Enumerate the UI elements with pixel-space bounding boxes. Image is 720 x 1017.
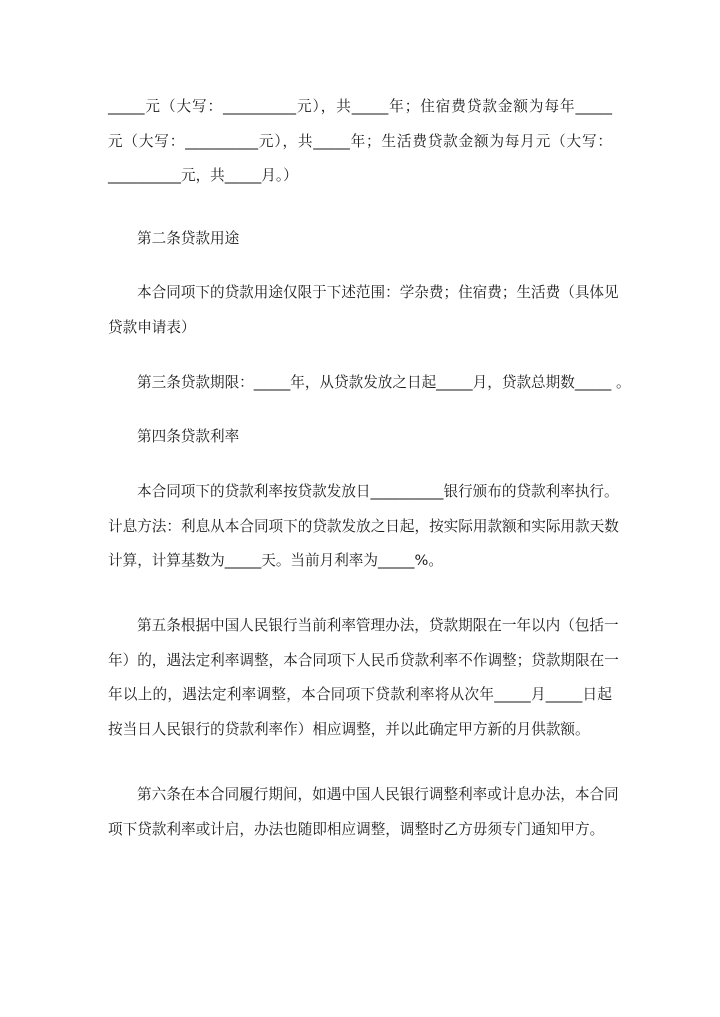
text-line: 第三条贷款期限：_____年，从贷款发放之日起_____月，贷款总期数_____ 。: [137, 374, 631, 391]
text-line: 本合同项下的贷款用途仅限于下述范围：学杂费；住宿费；生活费（具体见: [137, 284, 619, 301]
article-2-title: [108, 222, 612, 257]
text-line: 项下贷款利率或计启，办法也随即相应调整，调整时乙方毋须专门通知甲方。: [108, 820, 605, 838]
text-line: 年）的，遇法定利率调整，本合同项下人民币贷款利率不作调整；贷款期限在一: [108, 651, 619, 669]
article-4-title: [108, 420, 612, 455]
article-2-body: [108, 276, 619, 345]
text-line: 年以上的，遇法定利率调整，本合同项下贷款利率将从次年_____月_____日起: [108, 686, 612, 704]
article-4-body: [108, 475, 619, 579]
text-line: 贷款申请表）: [108, 318, 196, 336]
heading-line: 第四条贷款利率: [137, 428, 240, 445]
text-line: 计算，计算基数为_____天。当前月利率为_____%。: [108, 552, 443, 570]
text-line: 元（大写：__________元），共_____年；生活费贷款金额为每月元（大写：: [108, 132, 612, 150]
text-line: _____元（大写：__________元），共_____年；住宿费贷款金额为每年_____: [108, 98, 612, 115]
heading-line: 第二条贷款用途: [137, 230, 240, 247]
text-line: 第六条在本合同履行期间，如遇中国人民银行调整利率或计息办法，本合同: [137, 786, 619, 803]
article-3: [108, 366, 631, 401]
text-line: 第五条根据中国人民银行当前利率管理办法，贷款期限在一年以内（包括一: [137, 617, 619, 634]
text-line: 计息方法：利息从本合同项下的贷款发放之日起，按实际用款额和实际用款天数: [108, 517, 619, 535]
text-line: __________元，共_____月。）: [108, 167, 298, 185]
amount-clause-continued: [108, 90, 612, 194]
article-5: [108, 609, 619, 748]
text-line: 按当日人民银行的贷款利率作）相应调整，并以此确定甲方新的月供款额。: [108, 721, 590, 739]
text-line: 本合同项下的贷款利率按贷款发放日__________银行颁布的贷款利率执行。: [137, 483, 619, 500]
article-6: [108, 778, 619, 847]
